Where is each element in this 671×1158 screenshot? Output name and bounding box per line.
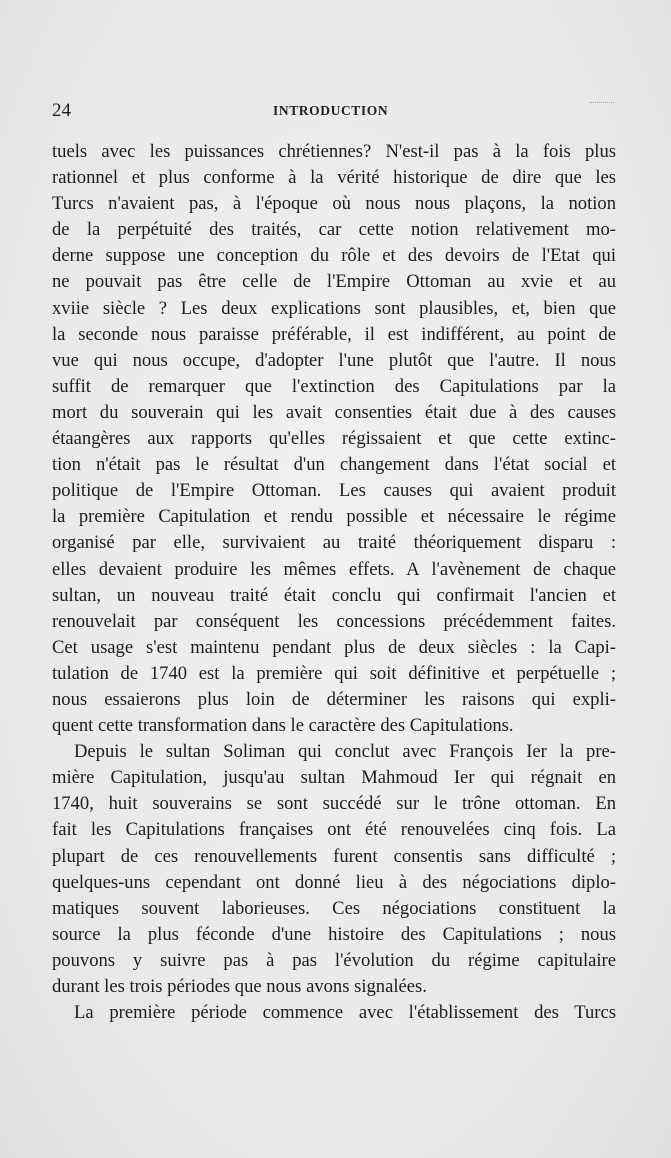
- text-line: organisé par elle, survivaient au traité théoriquement disparu :: [52, 532, 616, 554]
- text-line: politique de l'Empire Ottoman. Les causes qui avaient produit: [52, 480, 616, 502]
- text-line: nous essaierons plus loin de déterminer les raisons qui expli-: [52, 688, 616, 710]
- text-line: quelques-uns cependant ont donné lieu à des négociations diplo-: [52, 871, 616, 893]
- text-line: tion n'était pas le résultat d'un changement dans l'état social et: [52, 454, 616, 476]
- text-line: La première période commence avec l'établissement des Turcs: [74, 1002, 616, 1024]
- text-line: matiques souvent laborieuses. Ces négociations constituent la: [52, 897, 616, 919]
- text-line: la seconde nous paraisse préférable, il est indifférent, au point de: [52, 323, 616, 345]
- text-line: rationnel et plus conforme à la vérité historique de dire que les: [52, 167, 616, 189]
- text-line: renouvelait par conséquent les concessions précédemment faites.: [52, 610, 616, 632]
- text-line: durant les trois périodes que nous avons signalées.: [52, 976, 427, 997]
- text-line: xviie siècle ? Les deux explications sont plausibles, et, bien que: [52, 297, 616, 319]
- text-line: pouvons y suivre pas à pas l'évolution du régime capitulaire: [52, 949, 616, 971]
- page-number: 24: [52, 100, 71, 121]
- text-line: tuels avec les puissances chrétiennes? N'est-il pas à la fois plus: [52, 141, 616, 162]
- text-line: Depuis le sultan Soliman qui conclut avec François Ier la pre-: [74, 741, 616, 763]
- text-line: mière Capitulation, jusqu'au sultan Mahmoud Ier qui régnait en: [52, 767, 616, 789]
- text-line: derne suppose une conception du rôle et des devoirs de l'Etat qui: [52, 245, 616, 267]
- text-line: quent cette transformation dans le caractère des Capitulations.: [52, 715, 514, 737]
- text-line: la première Capitulation et rendu possible et nécessaire le régime: [52, 506, 616, 528]
- text-line: suffit de remarquer que l'extinction des Capitulations par la: [52, 375, 616, 397]
- text-line: source la plus féconde d'une histoire des Capitulations ; nous: [52, 923, 616, 945]
- text-line: de la perpétuité des traités, car cette notion relativement mo-: [52, 219, 616, 241]
- text-line: Cet usage s'est maintenu pendant plus de deux siècles : la Capi-: [52, 636, 616, 658]
- running-head: INTRODUCTION: [273, 103, 389, 118]
- text-line: tulation de 1740 est la première qui soit définitive et perpétuelle ;: [52, 662, 616, 684]
- page-header: [52, 100, 616, 122]
- text-line: fait les Capitulations françaises ont été renouvelées cinq fois. La: [52, 819, 616, 841]
- text-line: étaangères aux rapports qu'elles régissaient et que cette extinc-: [52, 428, 616, 450]
- text-line: ne pouvait pas être celle de l'Empire Ottoman au xvie et au: [52, 271, 616, 293]
- text-line: plupart de ces renouvellements furent consentis sans difficulté ;: [52, 845, 616, 867]
- text-line: vue qui nous occupe, d'adopter l'une plutôt que l'autre. Il nous: [52, 349, 616, 371]
- body-text: [52, 139, 616, 1026]
- text-line: sultan, un nouveau traité était conclu qui confirmait l'ancien et: [52, 584, 616, 606]
- text-line: elles devaient produire les mêmes effets. A l'avènement de chaque: [52, 558, 616, 580]
- text-line: Turcs n'avaient pas, à l'époque où nous nous plaçons, la notion: [52, 193, 616, 215]
- text-line: mort du souverain qui les avait consenties était due à des causes: [52, 401, 616, 423]
- print-mark: [590, 102, 614, 104]
- text-line: 1740, huit souverains se sont succédé sur le trône ottoman. En: [52, 793, 616, 815]
